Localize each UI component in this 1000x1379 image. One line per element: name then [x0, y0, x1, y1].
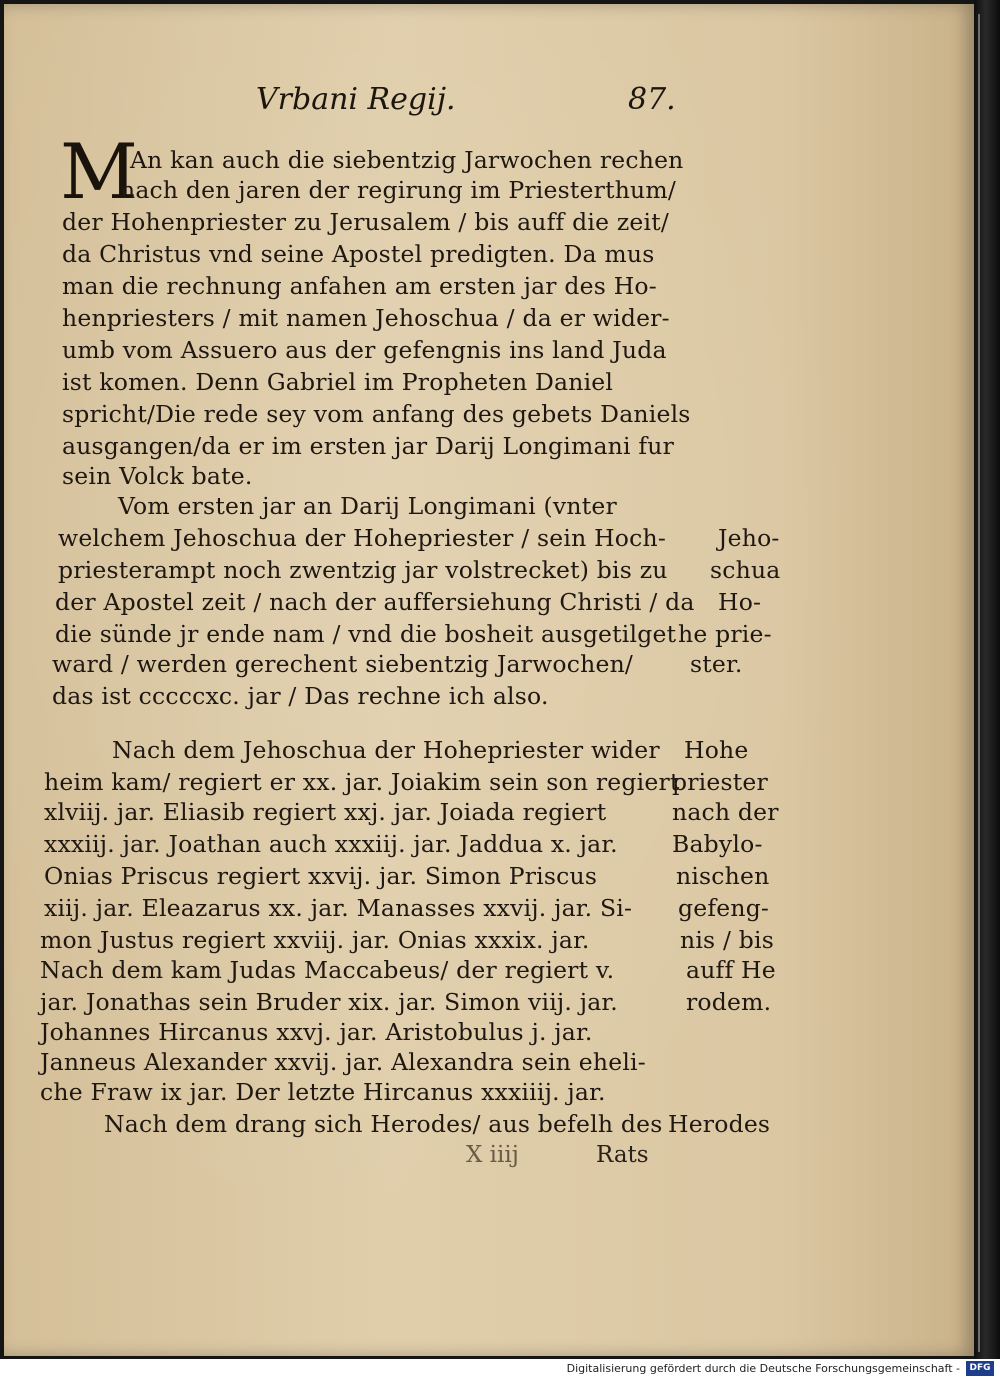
marginal-note: gefeng-	[678, 894, 770, 922]
text-line: Nach dem Jehoschua der Hohepriester wider	[112, 736, 660, 764]
marginal-note: priester	[672, 768, 768, 796]
marginal-note: rodem.	[686, 988, 772, 1016]
text-line: che Fraw ix jar. Der letzte Hircanus xxxiiij. jar.	[40, 1078, 606, 1106]
text-line: spricht/Die rede sey vom anfang des gebets Daniels	[62, 400, 691, 428]
marginal-note: auff He	[686, 956, 776, 984]
text-line: sein Volck bate.	[62, 462, 253, 490]
text-line: das ist cccccxc. jar / Das rechne ich also.	[52, 682, 549, 710]
text-line: nach den jaren der regirung im Priesterthum/	[120, 176, 676, 204]
text-line: die sünde jr ende nam / vnd die bosheit ausgetilget	[55, 620, 677, 648]
marginal-note: Ho-	[718, 588, 762, 616]
text-line: mon Justus regiert xxviij. jar. Onias xxxix. jar.	[40, 926, 590, 954]
funding-credit: Digitalisierung gefördert durch die Deutsche Forschungsgemeinschaft -	[566, 1362, 960, 1375]
signature-mark: X iiij	[466, 1142, 519, 1168]
marginal-note: ster.	[690, 650, 743, 678]
running-title: Vrbani Regij.	[256, 82, 456, 117]
marginal-note: Hohe	[684, 736, 749, 764]
marginal-note: Jeho-	[718, 524, 780, 552]
text-line: An kan auch die siebentzig Jarwochen rechen	[130, 146, 684, 174]
text-line: Vom ersten jar an Darij Longimani (vnter	[118, 492, 617, 520]
text-line: welchem Jehoschua der Hohepriester / sein Hoch-	[58, 524, 666, 552]
marginal-note: he prie-	[678, 620, 772, 648]
marginal-note: Babylo-	[672, 830, 763, 858]
text-line: ist komen. Denn Gabriel im Propheten Daniel	[62, 368, 614, 396]
text-line: der Apostel zeit / nach der auffersiehung Christi / da	[55, 588, 695, 616]
marginal-note: schua	[710, 556, 781, 584]
text-line: ausgangen/da er im ersten jar Darij Longimani fur	[62, 432, 675, 460]
text-line: Onias Priscus regiert xxvij. jar. Simon Priscus	[44, 862, 598, 890]
text-line: priesterampt noch zwentzig jar volstrecket) bis zu	[58, 556, 668, 584]
marginal-note: nis / bis	[680, 926, 774, 954]
text-line: Johannes Hircanus xxvj. jar. Aristobulus j. jar.	[40, 1018, 593, 1046]
text-line: Nach dem kam Judas Maccabeus/ der regiert v.	[40, 956, 615, 984]
text-line: Janneus Alexander xxvij. jar. Alexandra sein eheli-	[40, 1048, 646, 1076]
marginal-note: nischen	[676, 862, 770, 890]
text-line: man die rechnung anfahen am ersten jar des Ho-	[62, 272, 657, 300]
footer-bar	[0, 1359, 1000, 1379]
text-line: xiij. jar. Eleazarus xx. jar. Manasses xxvij. jar. Si-	[44, 894, 633, 922]
text-line: ward / werden gerechent siebentzig Jarwochen/	[52, 650, 634, 678]
marginal-note: Herodes	[668, 1110, 771, 1138]
text-line: Nach dem drang sich Herodes/ aus befelh des	[104, 1110, 663, 1138]
page-number: 87.	[628, 82, 676, 117]
text-line: heim kam/ regiert er xx. jar. Joiakim sein son regiert	[44, 768, 680, 796]
text-line: umb vom Assuero aus der gefengnis ins land Juda	[62, 336, 667, 364]
drop-cap-initial: M	[60, 127, 138, 216]
text-line: xxxiij. jar. Joathan auch xxxiij. jar. Jaddua x. jar.	[44, 830, 618, 858]
text-line: jar. Jonathas sein Bruder xix. jar. Simon viij. jar.	[40, 988, 618, 1016]
dfg-logo: DFG	[966, 1361, 994, 1376]
text-line: der Hohenpriester zu Jerusalem / bis auff die zeit/	[62, 208, 670, 236]
text-line: xlviij. jar. Eliasib regiert xxj. jar. Joiada regiert	[44, 798, 607, 826]
text-line: da Christus vnd seine Apostel predigten. Da mus	[62, 240, 655, 268]
catchword: Rats	[596, 1142, 649, 1168]
marginal-note: nach der	[672, 798, 779, 826]
text-line: henpriesters / mit namen Jehoschua / da er wider-	[62, 304, 670, 332]
